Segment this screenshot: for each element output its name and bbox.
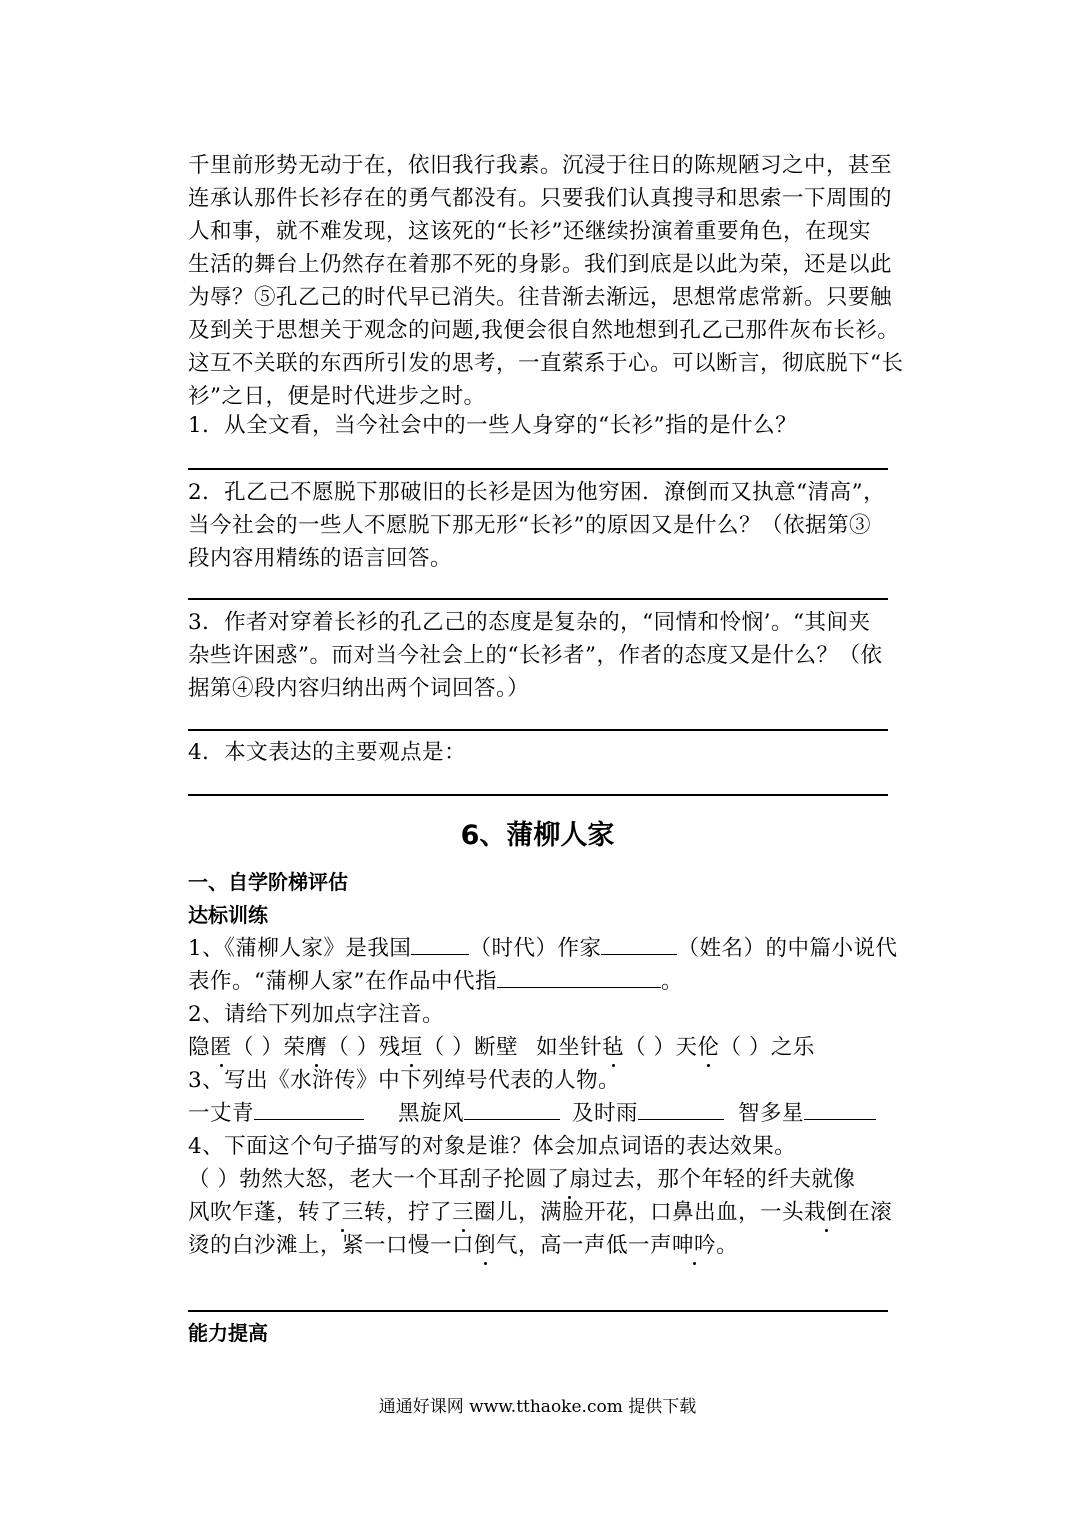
question-2-line: 当今社会的一些人不愿脱下那无形“长衫”的原因又是什么？（依据第③ bbox=[188, 513, 871, 538]
dotted-char: 垣 bbox=[400, 1035, 423, 1060]
item-4-sentence-line-1: （ ）勃然大怒，老大一个耳刮子抡圆了扇过去，那个年轻的纤夫就像 bbox=[188, 1167, 856, 1192]
passage-line: 衫”之日，便是时代进步之时。 bbox=[188, 384, 486, 409]
section-self-study bbox=[188, 866, 898, 1262]
question-1 bbox=[188, 409, 888, 442]
passage bbox=[188, 149, 904, 413]
passage-line: 人和事，就不难发现，这该死的“长衫”还继续扮演着重要角色，在现实 bbox=[188, 219, 871, 244]
dotted-char: 膺 bbox=[305, 1035, 328, 1060]
passage-line: 千里前形势无动于在，依旧我行我素。沉浸于往日的陈规陋习之中，甚至 bbox=[188, 153, 893, 178]
item-1-line-2: 表作。“蒲柳人家”在作品中代指 。 bbox=[188, 965, 888, 998]
dotted-phrase: 拧了三圈儿 bbox=[408, 1200, 519, 1225]
pinyin-blank[interactable]: （ ）断壁 bbox=[422, 1035, 519, 1060]
pinyin-blank[interactable]: （ ） bbox=[327, 1035, 379, 1060]
passage-line: 连承认那件长衫存在的勇气都没有。只要我们认真搜寻和思索一下周围的 bbox=[188, 186, 893, 211]
question-4 bbox=[188, 736, 888, 769]
blank-nickname-1[interactable] bbox=[254, 1097, 364, 1120]
passage-line: 及到关于思想关于观念的问题,我便会很自然地想到孔乙己那件灰布长衫。 bbox=[188, 318, 900, 343]
dotted-phrase: 转了三转 bbox=[298, 1200, 387, 1225]
item-4-sentence-line-2: 风吹乍蓬，转了三转，拧了三圈儿，满脸开花，口鼻出血，一头栽倒在滚 bbox=[188, 1200, 893, 1225]
question-3-line: 3．作者对穿着长衫的孔乙己的态度是复杂的，“同情和怜悯’。“其间夹 bbox=[188, 610, 871, 635]
item-1-line-1: 1、《蒲柳人家》是我国 （时代）作家 （姓名）的中篇小说代 bbox=[188, 932, 888, 965]
question-3-line: 据第④段内容归纳出两个词回答。） bbox=[188, 676, 530, 701]
blank-nickname-3[interactable] bbox=[638, 1097, 724, 1120]
answer-line-3[interactable] bbox=[188, 729, 888, 731]
dotted-phrase: 呻吟 bbox=[672, 1233, 717, 1258]
passage-line: 为辱？⑤孔乙己的时代早已消失。往昔渐去渐远，思想常虑常新。只要触 bbox=[188, 285, 893, 310]
dotted-char: 毡 bbox=[602, 1035, 625, 1060]
item-2-prompt: 2、请给下列加点字注音。 bbox=[188, 1002, 445, 1027]
lesson-title: 6、蒲柳人家 bbox=[460, 820, 615, 851]
item-4-prompt: 4、下面这个句子描写的对象是谁？体会加点词语的表达效果。 bbox=[188, 1134, 797, 1159]
answer-line-item-4[interactable] bbox=[188, 1310, 888, 1312]
question-2-line: 段内容用精练的语言回答。 bbox=[188, 546, 453, 571]
item-4-sentence-line-3: 烫的白沙滩上，紧一口慢一口倒气，高一声低一声呻吟。 bbox=[188, 1233, 739, 1258]
footer-credit: 通通好课网 www.tthaoke.com 提供下载 bbox=[378, 1397, 697, 1417]
blank-era[interactable] bbox=[411, 932, 469, 955]
question-3 bbox=[188, 606, 888, 705]
item-2-words: 隐匿（ ）荣膺（ ）残垣（ ）断壁 如坐针毡（ ）天伦（ ）之乐 bbox=[188, 1035, 815, 1060]
question-4-text: 4．本文表达的主要观点是： bbox=[188, 740, 467, 765]
dotted-char: 倒 bbox=[474, 1233, 497, 1258]
dotted-phrase: 栽倒 bbox=[804, 1200, 849, 1225]
dotted-char: 伦 bbox=[697, 1035, 720, 1060]
answer-line-4[interactable] bbox=[188, 794, 888, 796]
question-1-text: 1．从全文看，当今社会中的一些人身穿的“长衫”指的是什么？ bbox=[188, 413, 798, 438]
blank-author[interactable] bbox=[601, 932, 677, 955]
pinyin-blank[interactable]: （ ） bbox=[624, 1035, 676, 1060]
subsection-title: 达标训练 bbox=[188, 903, 268, 927]
answer-line-1[interactable] bbox=[188, 468, 888, 470]
section-ability bbox=[188, 1317, 888, 1350]
blank-refers-to[interactable] bbox=[497, 965, 661, 988]
blank-nickname-4[interactable] bbox=[804, 1097, 876, 1120]
answer-line-2[interactable] bbox=[188, 598, 888, 600]
item-3-prompt: 3、写出《水浒传》中下列绰号代表的人物。 bbox=[188, 1068, 621, 1093]
item-3-nicknames: 一丈青 黑旋风 及时雨 智多星 bbox=[188, 1097, 888, 1130]
blank-nickname-2[interactable] bbox=[464, 1097, 560, 1120]
dotted-char: 匿 bbox=[210, 1035, 233, 1060]
question-2 bbox=[188, 476, 888, 575]
section-title: 一、自学阶梯评估 bbox=[188, 870, 348, 894]
dotted-phrase: 抡圆了扇过去 bbox=[503, 1167, 636, 1192]
subsection-title: 能力提高 bbox=[188, 1321, 268, 1345]
question-2-line: 2．孔乙己不愿脱下那破旧的长衫是因为他穷困．潦倒而又执意“清高”， bbox=[188, 480, 886, 505]
pinyin-blank[interactable]: （ ）之乐 bbox=[719, 1035, 815, 1060]
passage-line: 这互不关联的东西所引发的思考，一直萦系于心。可以断言，彻底脱下“长 bbox=[188, 351, 904, 376]
pinyin-blank[interactable]: （ ） bbox=[232, 1035, 284, 1060]
passage-line: 生活的舞台上仍然存在着那不死的身影。我们到底是以此为荣，还是以此 bbox=[188, 252, 893, 277]
question-3-line: 杂些许困惑”。而对当今社会上的“长衫者”，作者的态度又是什么？（依 bbox=[188, 643, 883, 668]
